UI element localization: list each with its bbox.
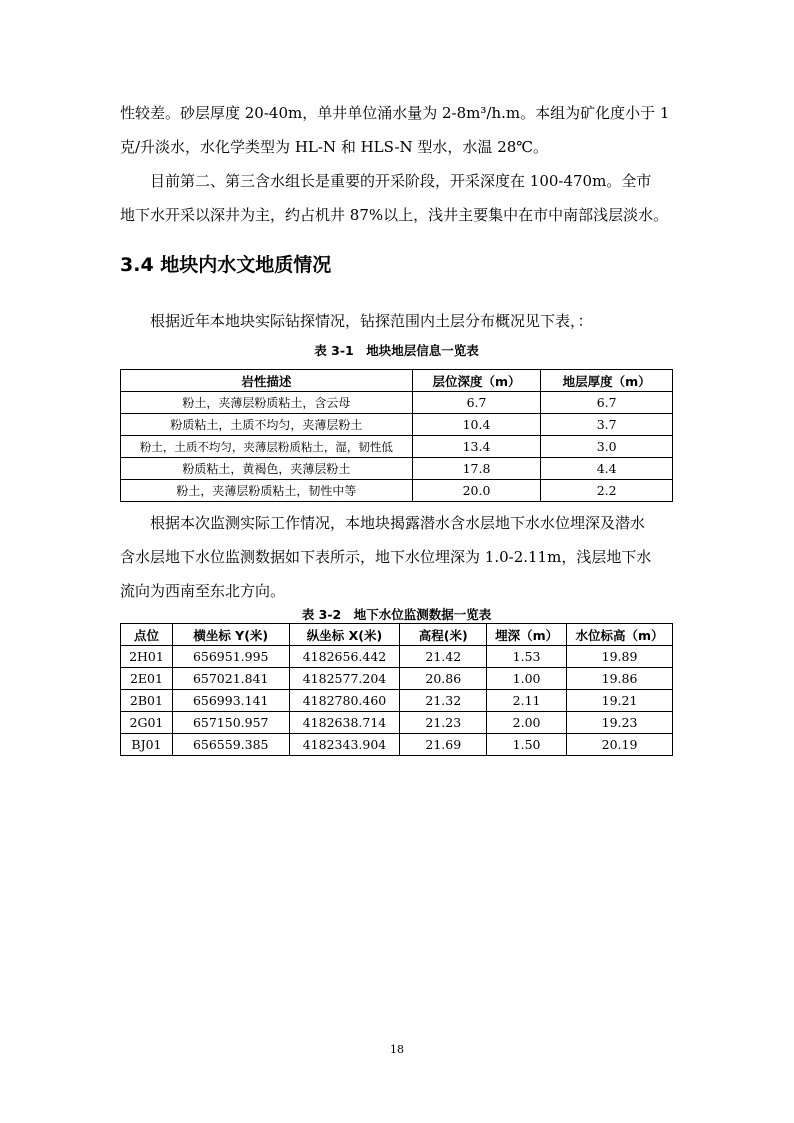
table-cell: 2.00	[487, 712, 567, 734]
table-cell: 19.89	[567, 646, 673, 668]
table-cell: 10.4	[412, 414, 541, 436]
text-line: 根据本次监测实际工作情况，本地块揭露潜水含水层地下水水位埋深及潜水	[150, 514, 646, 532]
table-row	[121, 458, 673, 480]
table-cell: 3.0	[541, 436, 673, 458]
table2-caption: 表 3-2 地下水位监测数据一览表	[301, 607, 492, 622]
table-cell: 粉质粘土，土质不均匀，夹薄层粉土	[121, 414, 413, 436]
text-line: 根据近年本地块实际钻探情况，钻探范围内土层分布概况见下表，：	[150, 312, 593, 330]
column-header: 点位	[121, 624, 173, 646]
table-row	[121, 480, 673, 502]
table-header-row	[121, 624, 673, 646]
table-cell: 657150.957	[172, 712, 289, 734]
table-header-row	[121, 370, 673, 392]
table-cell: 粉土，土质不均匀，夹薄层粉质粘土，湿，韧性低	[121, 436, 413, 458]
intro-paragraph	[120, 304, 675, 338]
table-cell: 粉土，夹薄层粉质粘土，韧性中等	[121, 480, 413, 502]
table-cell: 21.69	[400, 734, 487, 756]
text-line: 克/升淡水，水化学类型为 HL-N 和 HLS-N 型水，水温 28℃。	[120, 138, 549, 156]
column-header: 岩性描述	[121, 370, 413, 392]
table-cell: 656951.995	[172, 646, 289, 668]
table-row	[121, 414, 673, 436]
page-number: 18	[390, 1043, 404, 1056]
table-cell: 2E01	[121, 668, 173, 690]
extraction-paragraph	[120, 164, 675, 232]
table-row	[121, 712, 673, 734]
table-cell: 6.7	[541, 392, 673, 414]
table-cell: 2H01	[121, 646, 173, 668]
table-cell: 2B01	[121, 690, 173, 712]
text-line: 目前第二、第三含水组长是重要的开采阶段，开采深度在 100-470m。全市	[150, 172, 652, 190]
table-cell: 19.23	[567, 712, 673, 734]
table-row	[121, 436, 673, 458]
table-cell: 粉土，夹薄层粉质粘土，含云母	[121, 392, 413, 414]
table1-caption: 表 3-1 地块地层信息一览表	[314, 343, 479, 358]
table-cell: 21.42	[400, 646, 487, 668]
table-cell: 19.86	[567, 668, 673, 690]
table-cell: 21.23	[400, 712, 487, 734]
table-row	[121, 734, 673, 756]
table-cell: 4182780.460	[289, 690, 400, 712]
table-cell: 3.7	[541, 414, 673, 436]
table-cell: 4.4	[541, 458, 673, 480]
table-row	[121, 392, 673, 414]
water-level-table	[120, 623, 673, 756]
table-cell: 4182638.714	[289, 712, 400, 734]
column-header: 水位标高（m）	[567, 624, 673, 646]
table-cell: 1.00	[487, 668, 567, 690]
table-cell: 4182656.442	[289, 646, 400, 668]
table-cell: 656559.385	[172, 734, 289, 756]
table-cell: 656993.141	[172, 690, 289, 712]
text-line: 地下水开采以深井为主，约占机井 87%以上，浅井主要集中在市中南部浅层淡水。	[120, 206, 669, 224]
table-cell: 13.4	[412, 436, 541, 458]
table-cell: 20.86	[400, 668, 487, 690]
column-header: 横坐标 Y(米)	[172, 624, 289, 646]
column-header: 地层厚度（m）	[541, 370, 673, 392]
table-cell: 1.53	[487, 646, 567, 668]
table-row	[121, 646, 673, 668]
table-cell: 2.11	[487, 690, 567, 712]
column-header: 纵坐标 X(米)	[289, 624, 400, 646]
text-line: 流向为西南至东北方向。	[120, 582, 286, 600]
table-row	[121, 690, 673, 712]
strata-table	[120, 369, 673, 502]
table-cell: 6.7	[412, 392, 541, 414]
text-line: 含水层地下水位监测数据如下表所示，地下水位埋深为 1.0-2.11m，浅层地下水	[120, 548, 652, 566]
table-cell: 粉质粘土，黄褐色，夹薄层粉土	[121, 458, 413, 480]
table-cell: 19.21	[567, 690, 673, 712]
table-cell: BJ01	[121, 734, 173, 756]
table-cell: 1.50	[487, 734, 567, 756]
table-cell: 17.8	[412, 458, 541, 480]
column-header: 高程(米)	[400, 624, 487, 646]
monitoring-paragraph	[120, 506, 675, 608]
section-heading: 3.4 地块内水文地质情况	[120, 254, 332, 276]
table-cell: 657021.841	[172, 668, 289, 690]
table-cell: 4182577.204	[289, 668, 400, 690]
column-header: 埋深（m）	[487, 624, 567, 646]
column-header: 层位深度（m）	[412, 370, 541, 392]
table-cell: 20.19	[567, 734, 673, 756]
text-line: 性较差。砂层厚度 20-40m，单井单位涌水量为 2-8m³/h.m。本组为矿化度小于 1	[120, 104, 670, 122]
table-row	[121, 668, 673, 690]
table-cell: 2G01	[121, 712, 173, 734]
aquifer-paragraph	[120, 96, 675, 164]
table-cell: 20.0	[412, 480, 541, 502]
table-cell: 21.32	[400, 690, 487, 712]
table-cell: 2.2	[541, 480, 673, 502]
table-cell: 4182343.904	[289, 734, 400, 756]
